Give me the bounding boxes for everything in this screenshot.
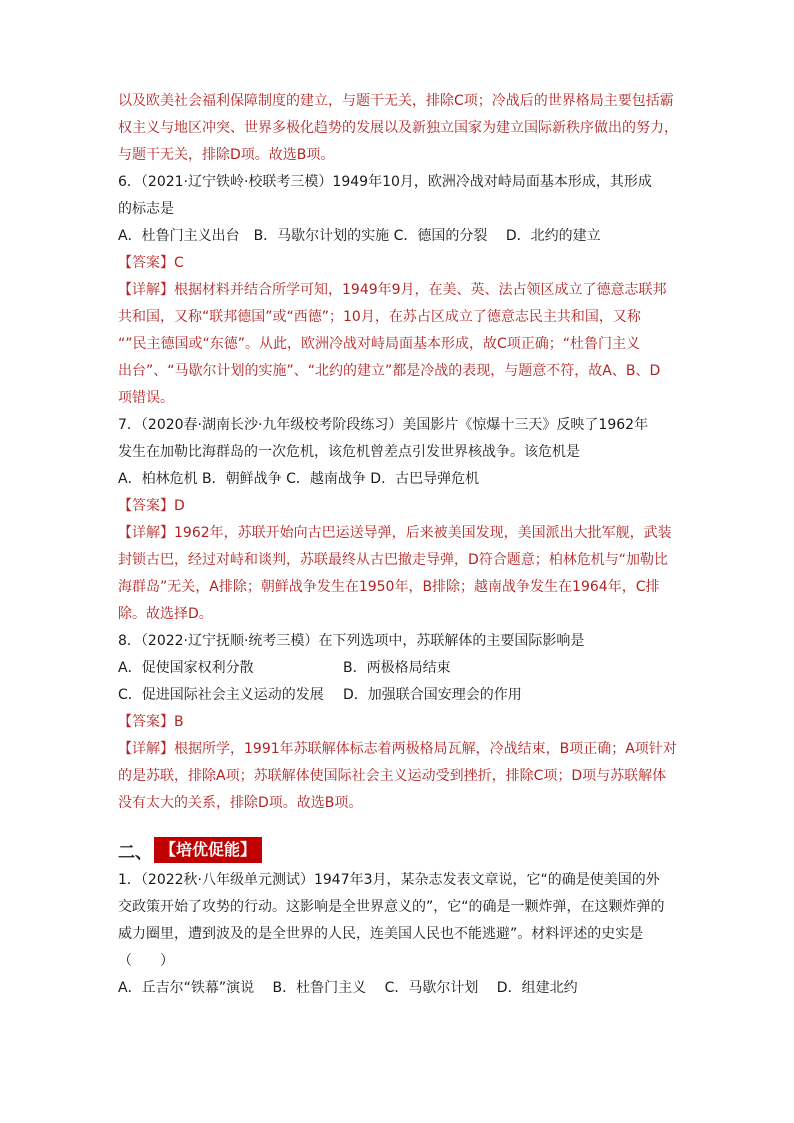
question-options-row xyxy=(118,655,688,682)
section-number: 二、 xyxy=(118,842,152,863)
question-7 xyxy=(118,412,688,628)
section-2-question-1 xyxy=(118,867,688,1002)
question-stem: 交政策开始了攻势的行动。这影响是全世界意义的”，它“的确是一颗炸弹，在这颗炸弹的 xyxy=(118,899,665,915)
answer-value: D xyxy=(174,498,185,514)
detail-line: 出台”、“马歇尔计划的实施”、“北约的建立”都是冷战的表现，与题意不符，故A、B、D xyxy=(118,363,661,379)
question-options-row xyxy=(118,682,688,709)
answer-value: B xyxy=(174,714,184,730)
section-spacer xyxy=(118,817,688,831)
question-stem: 6．（2021·辽宁铁岭·校联考三模）1949年10月，欧洲冷战对峙局面基本形成，其形成 xyxy=(118,174,652,190)
question-stem: 发生在加勒比海群岛的一次危机，该危机曾差点引发世界核战争。该危机是 xyxy=(118,444,580,460)
detail-line: 【详解】1962年，苏联开始向古巴运送导弹，后来被美国发现，美国派出大批军舰，武装 xyxy=(118,525,672,541)
question-stem: 7．（2020春·湖南长沙·九年级校考阶段练习）美国影片《惊爆十三天》反映了1962年 xyxy=(118,417,649,433)
detail-line: 【详解】根据所学，1991年苏联解体标志着两极格局瓦解，冷战结束，B项正确；A项针对 xyxy=(118,741,677,757)
answer-label: 【答案】 xyxy=(118,498,174,514)
answer-label: 【答案】 xyxy=(118,714,174,730)
question-stem: 威力圈里，遭到波及的是全世界的人民，连美国人民也不能逃避”。材料评述的史实是 xyxy=(118,926,644,942)
answer-line xyxy=(118,709,688,736)
explanation-line: 权主义与地区冲突、世界多极化趋势的发展以及新独立国家为建立国际新秩序做出的努力， xyxy=(118,120,678,136)
option-d: D．加强联合国安理会的作用 xyxy=(343,687,522,703)
detail-line: 除。故选择D。 xyxy=(118,606,213,622)
explanation-line: 与题干无关，排除D项。故选B项。 xyxy=(118,147,335,163)
option-c: C．促进国际社会主义运动的发展 xyxy=(118,687,324,703)
answer-value: C xyxy=(174,255,184,271)
question-stem: 1．（2022秋·八年级单元测试）1947年3月，某杂志发表文章说，它“的确是使美国的外 xyxy=(118,872,660,888)
section-2-header xyxy=(118,833,688,867)
detail-line: 【详解】根据材料并结合所学可知，1949年9月，在美、英、法占领区成立了德意志联邦 xyxy=(118,282,667,298)
question-stem xyxy=(118,628,688,655)
detail-line: 海群岛”无关，A排除；朝鲜战争发生在1950年，B排除；越南战争发生在1964年，C排 xyxy=(118,579,660,595)
question-stem: （ ） xyxy=(118,953,174,969)
question-8 xyxy=(118,628,688,817)
previous-question-explanation xyxy=(118,88,688,169)
detail-line: 的是苏联，排除A项；苏联解体使国际社会主义运动受到挫折，排除C项；D项与苏联解体 xyxy=(118,768,667,784)
explanation-line: 以及欧美社会福利保障制度的建立，与题干无关，排除C项；冷战后的世界格局主要包括霸 xyxy=(118,93,674,109)
question-stem: 的标志是 xyxy=(118,201,174,217)
question-source: 8．（2022·辽宁抚顺·统考三模） xyxy=(118,633,319,649)
detail-line: “”民主德国或“东德”。从此，欧洲冷战对峙局面基本形成，故C项正确；“杜鲁门主义 xyxy=(118,336,641,352)
question-options: A．柏林危机 B．朝鲜战争 C．越南战争 D．古巴导弹危机 xyxy=(118,471,480,487)
detail-line: 封锁古巴，经过对峙和谈判，苏联最终从古巴撤走导弹，D符合题意；柏林危机与“加勒比 xyxy=(118,552,669,568)
question-6 xyxy=(118,169,688,412)
content-area xyxy=(118,88,688,1002)
section-title-badge: 【培优促能】 xyxy=(154,837,262,863)
question-options: A．杜鲁门主义出台 B．马歇尔计划的实施 C．德国的分裂 D．北约的建立 xyxy=(118,228,601,244)
answer-line xyxy=(118,250,688,277)
detail-line: 项错误。 xyxy=(118,390,174,406)
detail-line: 共和国，又称“联邦德国”或“西德”；10月，在苏占区成立了德意志民主共和国，又称 xyxy=(118,309,641,325)
answer-label: 【答案】 xyxy=(118,255,174,271)
question-text: 在下列选项中，苏联解体的主要国际影响是 xyxy=(318,633,585,649)
detail-line: 没有太大的关系，排除D项。故选B项。 xyxy=(118,795,363,811)
option-a: A．促使国家权利分散 xyxy=(118,660,254,676)
option-b: B．两极格局结束 xyxy=(343,660,451,676)
answer-line xyxy=(118,493,688,520)
question-options: A．丘吉尔“铁幕”演说 B．杜鲁门主义 C．马歇尔计划 D．组建北约 xyxy=(118,980,578,996)
